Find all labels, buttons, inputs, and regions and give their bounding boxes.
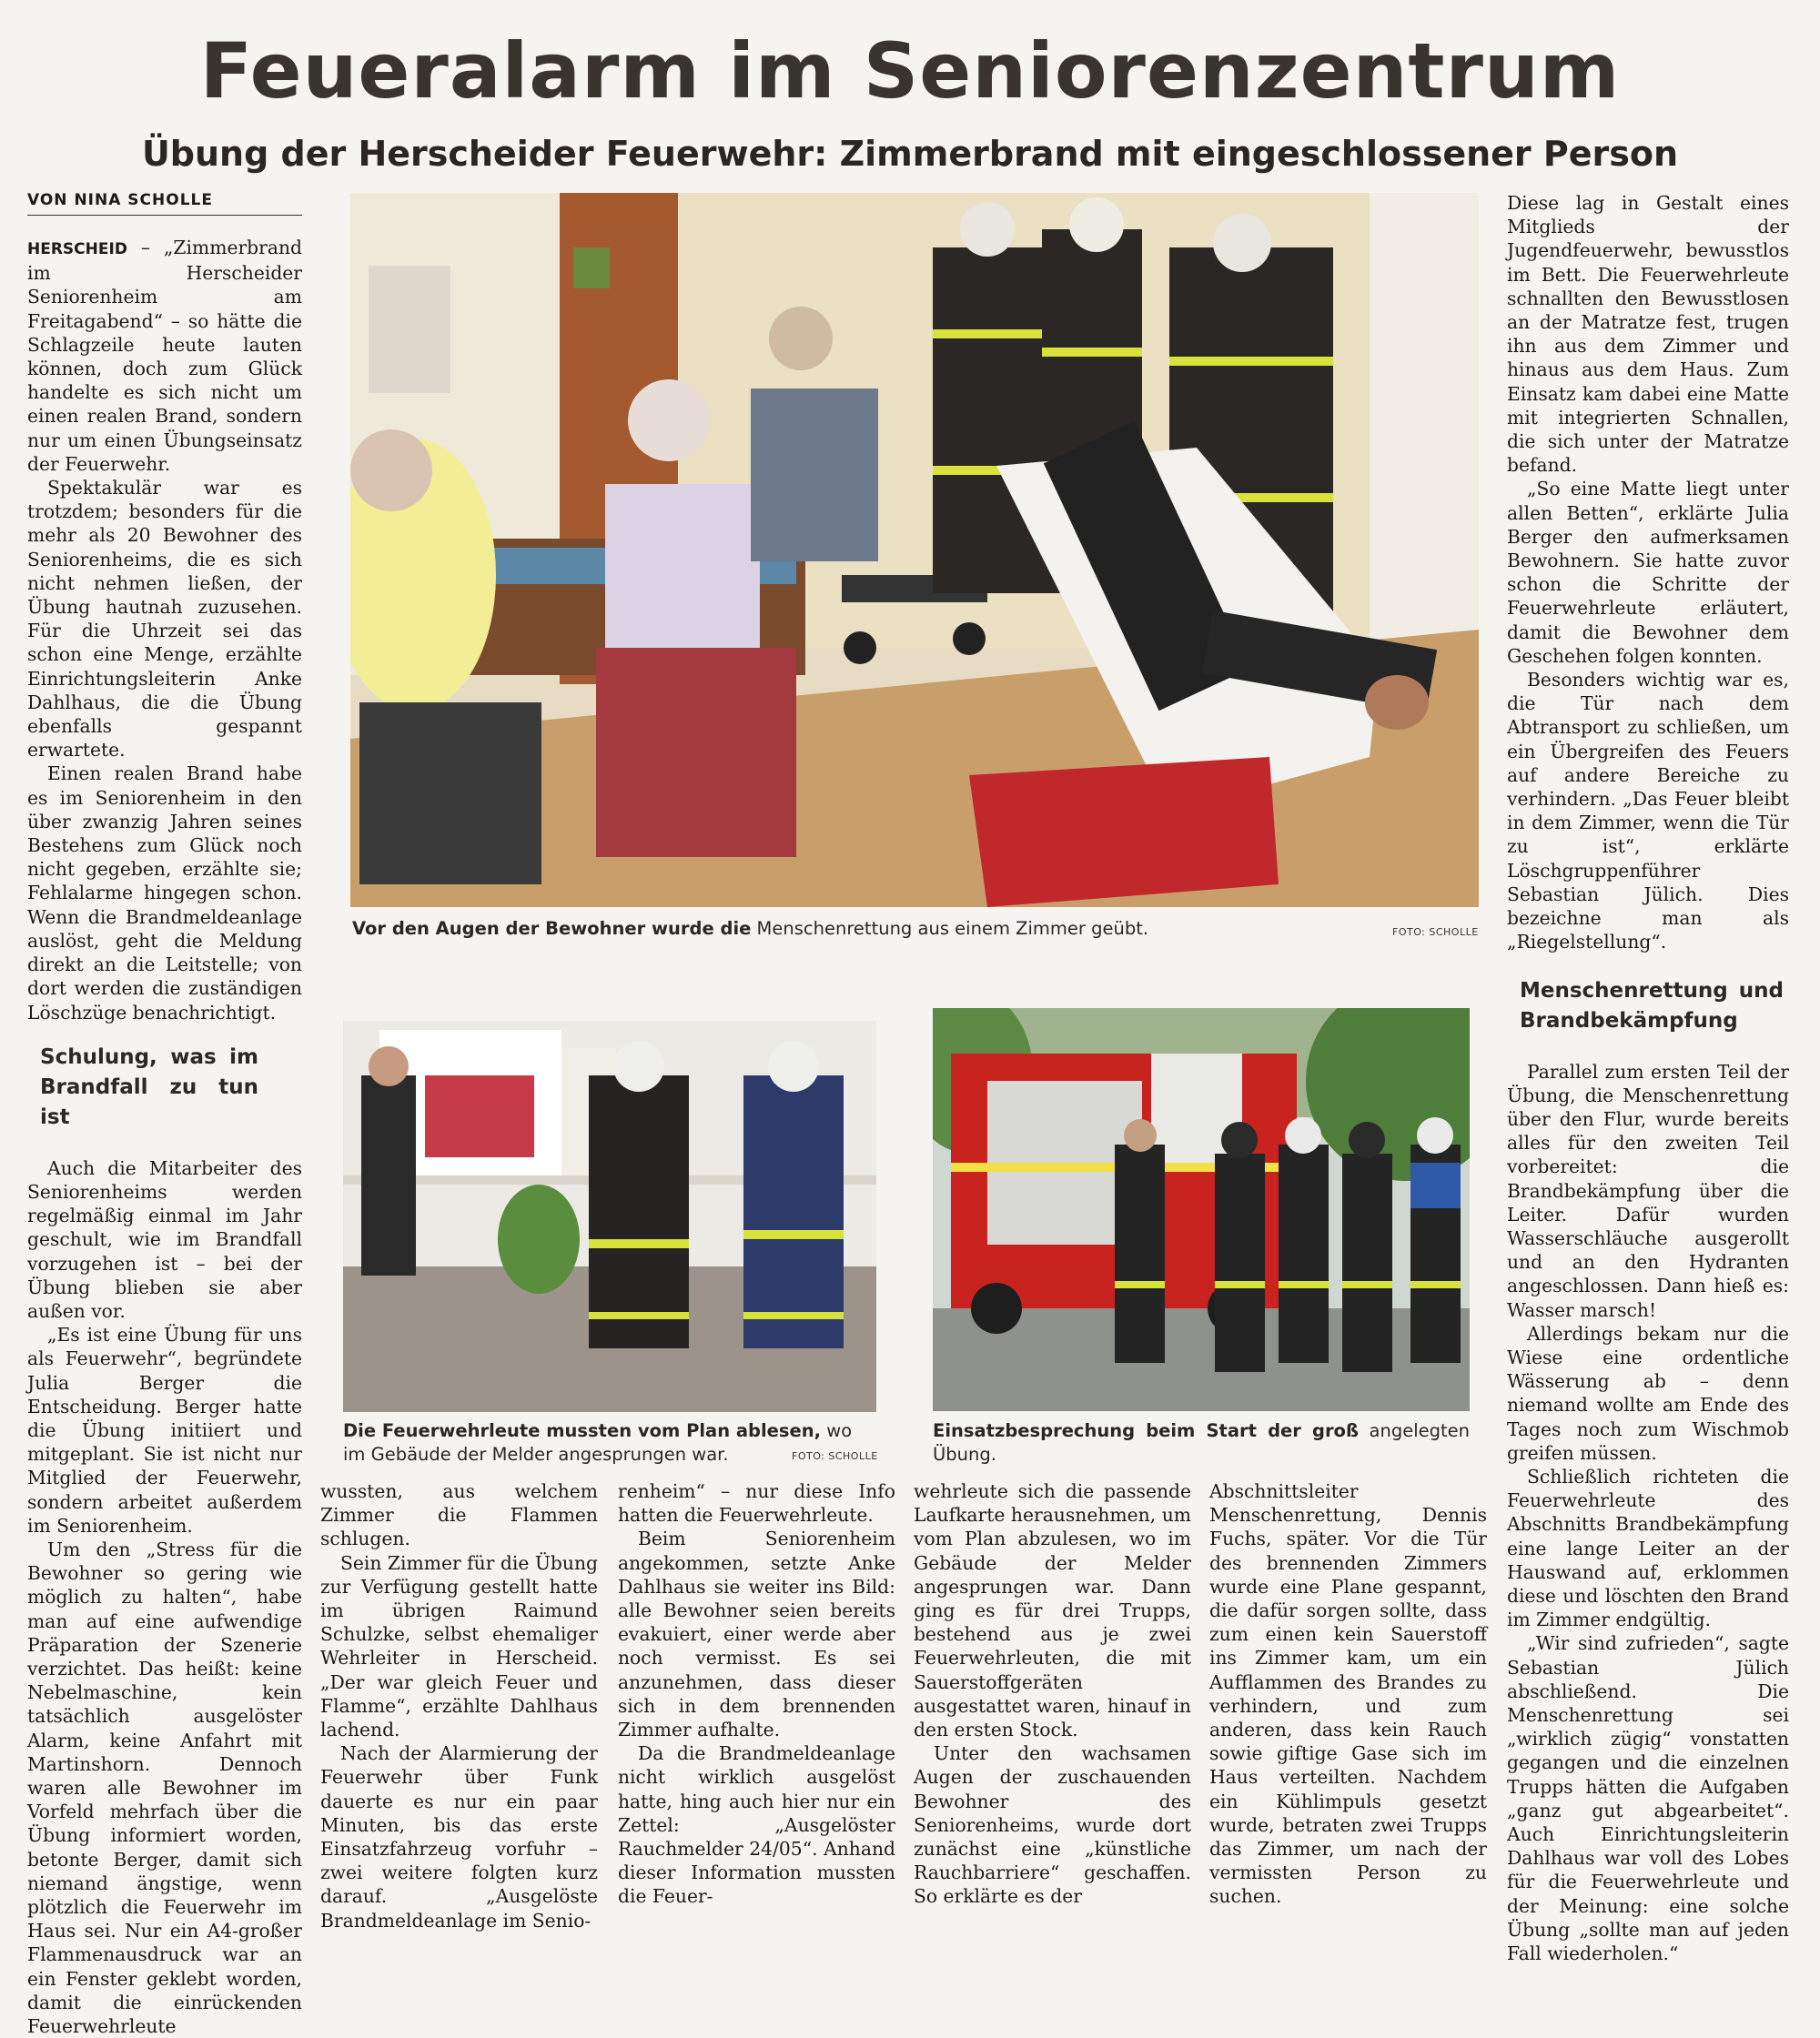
paragraph: Spektakulär war es trotzdem; besonders für die mehr als 20 Bewohner des Seniorenheims, die es sich nicht nehmen ließen, der Übung hautnah zuzusehen. Für die Uhrzeit sei das schon eine Menge, erzählte Einrichtungsleiterin Anke Dahlhaus, die die Übung ebenfalls gespannt erwartete. [27, 477, 302, 762]
paragraph: renheim“ – nur diese Info hatten die Feuerwehrleute. [618, 1480, 895, 1527]
paragraph: „Es ist eine Übung für uns als Feuerwehr“, begründete Julia Berger die Entscheidung. Berger hatte die Übung initiiert und mitgeplant. Sie ist nicht nur Mitglied der Feuerwehr, sondern arbeitet außerdem im Seniorenheim. [27, 1324, 302, 1537]
section-subhead: Menschenrettung und Brandbekämpfung [1520, 978, 1784, 1033]
main-photo [350, 193, 1479, 907]
paragraph: Diese lag in Gestalt eines Mitglieds der Jugendfeuerwehr, bewusstlos im Bett. Die Feuerwehrleute schnallten den Bewusstlosen an der Matratze fest, trugen ihn aus dem Zimmer und hinaus aus dem Haus. Zum Einsatz kam dabei eine Matte mit integrierten Schnallen, die sich unter der Matratze befand. [1507, 192, 1789, 477]
paragraph: Parallel zum ersten Teil der Übung, die Menschenrettung über den Flur, wurde bereits alles für den zweiten Teil vorbereitet: die Brandbekämpfung über die Leiter. Dafür wurden Wasserschläuche ausgerollt und an den Hydranten angeschlossen. Dann hieß es: Wasser marsch! [1507, 1060, 1789, 1321]
lower-left-caption: Die Feuerwehrleute mussten vom Plan ablesen, wo im Gebäude der Melder angesprungen war. [343, 1420, 853, 1465]
paragraph: Besonders wichtig war es, die Tür nach dem Abtransport zu schließen, um ein Übergreifen des Feuers auf andere Bereiche zu verhindern. „Das Feuer bleibt in dem Zimmer, wenn die Tür zu ist“, erklärte Löschgruppenführer Sebastian Jülich. Dies bezeichne man als „Riegelstellung“. [1507, 669, 1789, 953]
paragraph: „Wir sind zufrieden“, sagte Sebastian Jülich abschließend. Die Menschenrettung sei „wirklich zügig“ vonstatten gegangen und die einzelnen Trupps hätten die Aufgaben „ganz gut abgearbeitet“. Auch Einrichtungsleiterin Dahlhaus war voll des Lobes für die Feuerwehrleute und der Meinung: eine solche Übung „sollte man auf jeden Fall wiederholen.“ [1507, 1632, 1789, 1965]
paragraph: Einen realen Brand habe es im Seniorenheim in den über zwanzig Jahren seines Bestehens zum Glück noch nicht gegeben, erzählte sie; Fehlalarme hingegen schon. Wenn die Brandmeldeanlage auslöst, geht die Meldung direkt an die Leitstelle; von dort werden die zuständigen Löschzüge benachrichtigt. [27, 762, 302, 1024]
paragraph: Schließlich richteten die Feuerwehrleute des Abschnitts Brandbekämpfung eine lange Leiter an der Hauswand auf, erklommen diese und löschten den Brand im Zimmer endgültig. [1507, 1465, 1789, 1631]
section-subhead: Schulung, was im Brandfall zu tun ist [40, 1044, 258, 1129]
photo-credit: FOTO: SCHOLLE [792, 1450, 878, 1462]
article-column-4 [914, 1479, 1191, 1909]
article-column-5 [1209, 1479, 1487, 1909]
paragraph: Nach der Alarmierung der Feuerwehr über Funk dauerte es nur ein paar Minuten, bis das erste Einsatzfahrzeug vorfuhr – zwei weitere folgten kurz darauf. „Ausgelöste Brandmeldeanlage im Senio- [320, 1742, 598, 1932]
article-column-1 [27, 236, 302, 2038]
paragraph: Beim Seniorenheim angekommen, setzte Anke Dahlhaus sie weiter ins Bild: alle Bewohner seien bereits evakuiert, einer werde aber noch vermisst. Es sei anzunehmen, dass dieser sich in dem brennenden Zimmer aufhalte. [618, 1528, 895, 1741]
headline: Feueralarm im Seniorenzentrum [199, 26, 1621, 116]
paragraph: Abschnittsleiter Menschenrettung, Dennis Fuchs, später. Vor die Tür des brennenden Zimmers wurde eine Plane gespannt, die dafür sorgen sollte, dass zum einen kein Sauerstoff ins Zimmer kam, um ein Aufflammen des Brandes zu verhindern, und zum anderen, dass kein Rauch sowie giftige Gase sich im Haus verteilten. Nachdem ein Kühlimpuls gesetzt wurde, betraten zwei Trupps das Zimmer, um nach der vermissten Person zu suchen. [1209, 1480, 1487, 1908]
paragraph: wehrleute sich die passende Laufkarte herausnehmen, um vom Plan abzulesen, wo im Gebäude der Melder angesprungen war. Dann ging es für drei Trupps, bestehend aus je zwei Feuerwehrleuten, die mit Sauerstoffgeräten ausgestattet waren, hinauf in den ersten Stock. [914, 1480, 1191, 1741]
lower-right-caption: Einsatzbesprechung beim Start der groß angelegten Übung. [933, 1420, 1470, 1465]
paragraph: Unter den wachsamen Augen der zuschauenden Bewohner des Seniorenheims, wurde dort zunächst eine „künstliche Rauchbarriere“ geschaffen. So erklärte es der [914, 1742, 1191, 1908]
article-column-6 [1507, 191, 1789, 1965]
paragraph: Auch die Mitarbeiter des Seniorenheims werden regelmäßig einmal im Jahr geschult, wie im Brandfall vorzugehen ist – bei der Übung blieben sie aber außen vor. [27, 1156, 302, 1322]
paragraph: Allerdings bekam nur die Wiese eine ordentliche Wässerung ab – denn niemand wollte am Ende des Tages noch zum Wischmob greifen müssen. [1507, 1322, 1789, 1464]
paragraph: wussten, aus welchem Zimmer die Flammen schlugen. [320, 1480, 598, 1550]
photo-credit: FOTO: SCHOLLE [1392, 926, 1479, 938]
subheadline: Übung der Herscheider Feuerwehr: Zimmerbrand mit eingeschlossener Person [141, 134, 1679, 174]
paragraph: Da die Brandmeldeanlage nicht wirklich ausgelöst hatte, hing auch hier nur ein Zettel: „Ausgelöster Rauchmelder 24/05“. Anhand dieser Information mussten die Feuer- [618, 1742, 895, 1908]
byline: VON NINA SCHOLLE [27, 191, 302, 216]
lower-right-photo [933, 1008, 1470, 1411]
paragraph: HERSCHEID – „Zimmerbrand im Herscheider Seniorenheim am Freitagabend“ – so hätte die Schlagzeile heute lauten können, doch zum Glück handelte es sich nicht um einen realen Brand, sondern nur um einen Übungseinsatz der Feuerwehr. [27, 237, 302, 475]
article-column-2 [320, 1479, 598, 1932]
article-column-3 [618, 1479, 895, 1909]
main-photo-caption: Vor den Augen der Bewohner wurde die Menschenrettung aus einem Zimmer geübt. [352, 918, 1149, 939]
paragraph: Um den „Stress für die Bewohner so gering wie möglich zu halten“, habe man auf eine aufwendige Präparation der Szenerie verzichtet. Das heißt: keine Nebelmaschine, kein tatsächlich ausgelöster Alarm, keine Anfahrt mit Martinshorn. Dennoch waren alle Bewohner im Vorfeld mehrfach über die Übung informiert worden, betonte Berger, damit sich niemand ängstige, wenn plötzlich die Feuerwehr im Haus sei. Nur ein A4-großer Flammenausdruck war an ein Fenster geklebt worden, damit die einrückenden Feuerwehrleute [27, 1538, 302, 2038]
dateline: HERSCHEID [27, 240, 127, 258]
paragraph: Sein Zimmer für die Übung zur Verfügung gestellt hatte im übrigen Raimund Schulzke, selbst ehemaliger Wehrleiter in Herscheid. „Der war gleich Feuer und Flamme“, erzählte Dahlhaus lachend. [320, 1551, 598, 1741]
paragraph: „So eine Matte liegt unter allen Betten“, erklärte Julia Berger den aufmerksamen Bewohnern. Sie hatte zuvor schon die Schritte der Feuerwehrleute erläutert, damit die Bewohner dem Geschehen folgen konnten. [1507, 478, 1789, 667]
lower-left-photo [343, 966, 876, 1412]
